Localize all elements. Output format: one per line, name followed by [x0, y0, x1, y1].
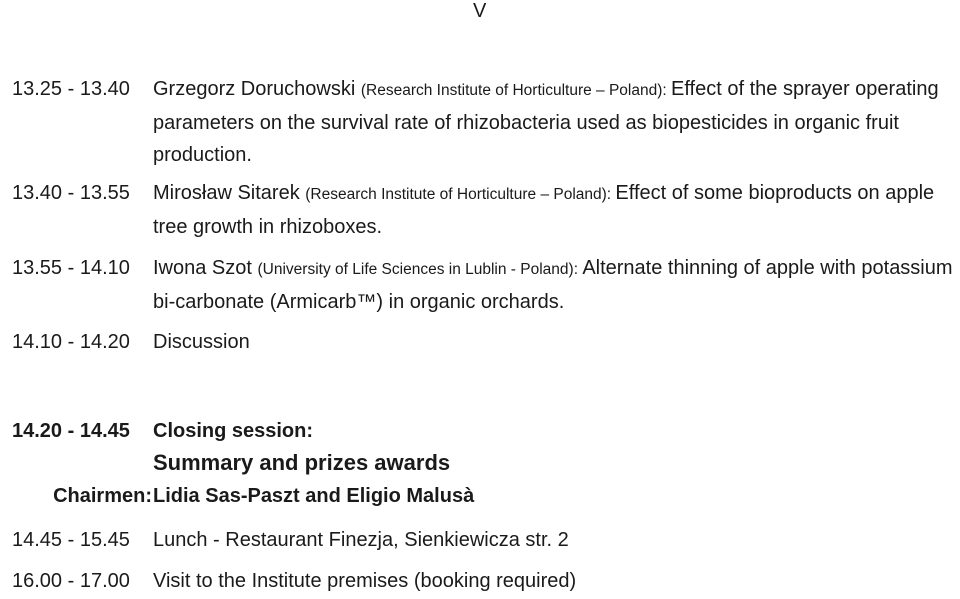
schedule-entry: [12, 565, 958, 599]
closing-heading: Closing session:: [153, 420, 314, 442]
speaker-affiliation: (Research Institute of Horticulture – Poland): [305, 186, 607, 203]
schedule-entry: [12, 252, 958, 318]
time-slot: 13.55 - 14.10: [12, 257, 130, 279]
speaker-name: Mirosław Sitarek: [153, 182, 300, 204]
schedule-entry: [12, 524, 958, 558]
chairmen-row: [12, 480, 958, 514]
time-slot: 13.40 - 13.55: [12, 182, 130, 204]
time-slot: 16.00 - 17.00: [12, 570, 130, 592]
schedule-entry: [12, 326, 958, 360]
time-slot: 14.20 - 14.45: [12, 420, 130, 442]
affiliation-separator: :: [606, 186, 616, 203]
talk-title: Effect of the sprayer operating parameters on the survival rate of rhizobacteria used as biopesticides in organic fruit production.: [153, 78, 939, 166]
closing-subheading-row: [12, 447, 958, 481]
lunch-label: Lunch - Restaurant Finezja, Sienkiewicza str. 2: [153, 529, 569, 551]
page-number: V: [473, 0, 487, 22]
speaker-affiliation: (Research Institute of Horticulture – Poland): [360, 82, 663, 99]
schedule-entry: [12, 177, 958, 243]
affiliation-separator: :: [662, 82, 672, 99]
talk-description: [153, 73, 958, 171]
talk-title: Effect of some bioproducts on apple tree growth in rhizoboxes.: [153, 182, 935, 238]
visit-label: Visit to the Institute premises (booking required): [153, 570, 577, 592]
discussion-label: Discussion: [153, 331, 250, 353]
speaker-name: Iwona Szot: [153, 257, 252, 279]
talk-title: Alternate thinning of apple with potassium bi-carbonate (Armicarb™) in organic orchards.: [153, 257, 953, 313]
chairmen-label: Chairmen:: [53, 485, 152, 507]
talk-description: [153, 252, 958, 318]
schedule-entry: [12, 73, 958, 173]
chairmen-names: Lidia Sas-Paszt and Eligio Malusà: [153, 485, 475, 507]
affiliation-separator: ):: [568, 261, 583, 278]
time-slot: 14.45 - 15.45: [12, 529, 130, 551]
talk-description: [153, 177, 958, 243]
closing-session: [12, 415, 958, 449]
time-slot: 13.25 - 13.40: [12, 78, 130, 100]
time-slot: 14.10 - 14.20: [12, 331, 130, 353]
speaker-name: Grzegorz Doruchowski: [153, 78, 356, 100]
speaker-affiliation: (University of Life Sciences in Lublin - Poland: [257, 261, 569, 278]
closing-subheading: Summary and prizes awards: [153, 450, 451, 475]
